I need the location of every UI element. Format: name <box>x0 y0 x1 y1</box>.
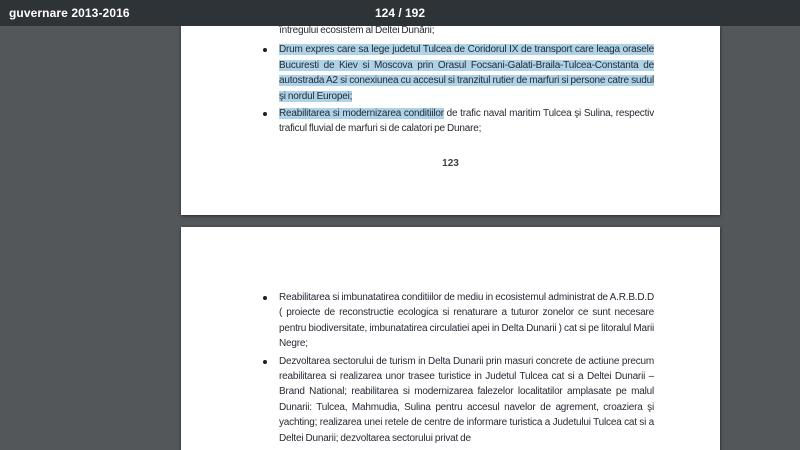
pdf-page-124[interactable] <box>181 227 720 450</box>
viewer-toolbar <box>0 0 800 26</box>
bullet-icon <box>263 296 267 300</box>
list-item-text[interactable]: de trafic naval maritim Tulcea şi Sulina, respectiv traficul fluvial de marfuri si de calatori pe Dunare; <box>279 108 654 135</box>
page-indicator: 124 / 192 <box>374 6 426 20</box>
list-item[interactable] <box>279 354 654 446</box>
list-item[interactable] <box>279 42 654 104</box>
list-item[interactable] <box>279 290 654 352</box>
bullet-icon <box>263 112 267 116</box>
bullet-icon <box>263 48 267 52</box>
bullet-icon <box>263 360 267 364</box>
page-124-content <box>181 227 720 450</box>
list-item-text[interactable]: Dezvoltarea sectorului de turism in Delta Dunarii prin masuri concrete de actiune precum reabilitarea si realizarea unor trasee turistice in Judetul Tulcea cat si a Deltei Dunarii – Brand National; reabilitarea si modernizarea falezelor localitatilor amplasate pe malul Dunarii: Tulcea, Mahmudia, Sulina pentru accesul navelor de agrement, croaziera şi yachting; realizarea unei retele de centre de informare turistica a Judetului Tulcea cat si a Deltei Dunarii; dezvoltarea sectorului privat de <box>279 355 654 444</box>
document-title: guvernare 2013-2016 <box>9 6 130 20</box>
list-item-text[interactable]: Reabilitarea si imbunatatirea conditiilor de mediu in ecosistemul administrat de A.R.B.D.D ( proiecte de reconstructie ecologica si renaturare a tuturor zonelor ce sunt necesare pentru biodiversitate, imbunatatirea circulatiei apei in Delta Dunarii ) cat si pe litoralul Marii Negre; <box>279 292 654 350</box>
page-number: 123 <box>442 158 459 169</box>
list-item[interactable] <box>279 106 654 137</box>
pdf-page-123[interactable] <box>181 26 720 215</box>
paragraph-continuation[interactable]: întregului ecosistem al Deltei Dunării; <box>279 26 435 36</box>
viewer-canvas[interactable] <box>0 26 800 450</box>
selected-text[interactable]: Reabilitarea si modernizarea conditiilor <box>279 108 444 120</box>
selected-text[interactable]: Drum expres care sa lege judetul Tulcea de Coridorul IX de transport care leaga orasele Bucuresti de Kiev si Moscova prin Orasul Focsani-Galati-Braila-Tulcea-Constanta de autostrada A2 si conexiunea cu accesul si tranzitul rutier de marfuri si persone catre sudul şi nordul Europei; <box>279 44 654 102</box>
page-123-content <box>181 26 720 215</box>
